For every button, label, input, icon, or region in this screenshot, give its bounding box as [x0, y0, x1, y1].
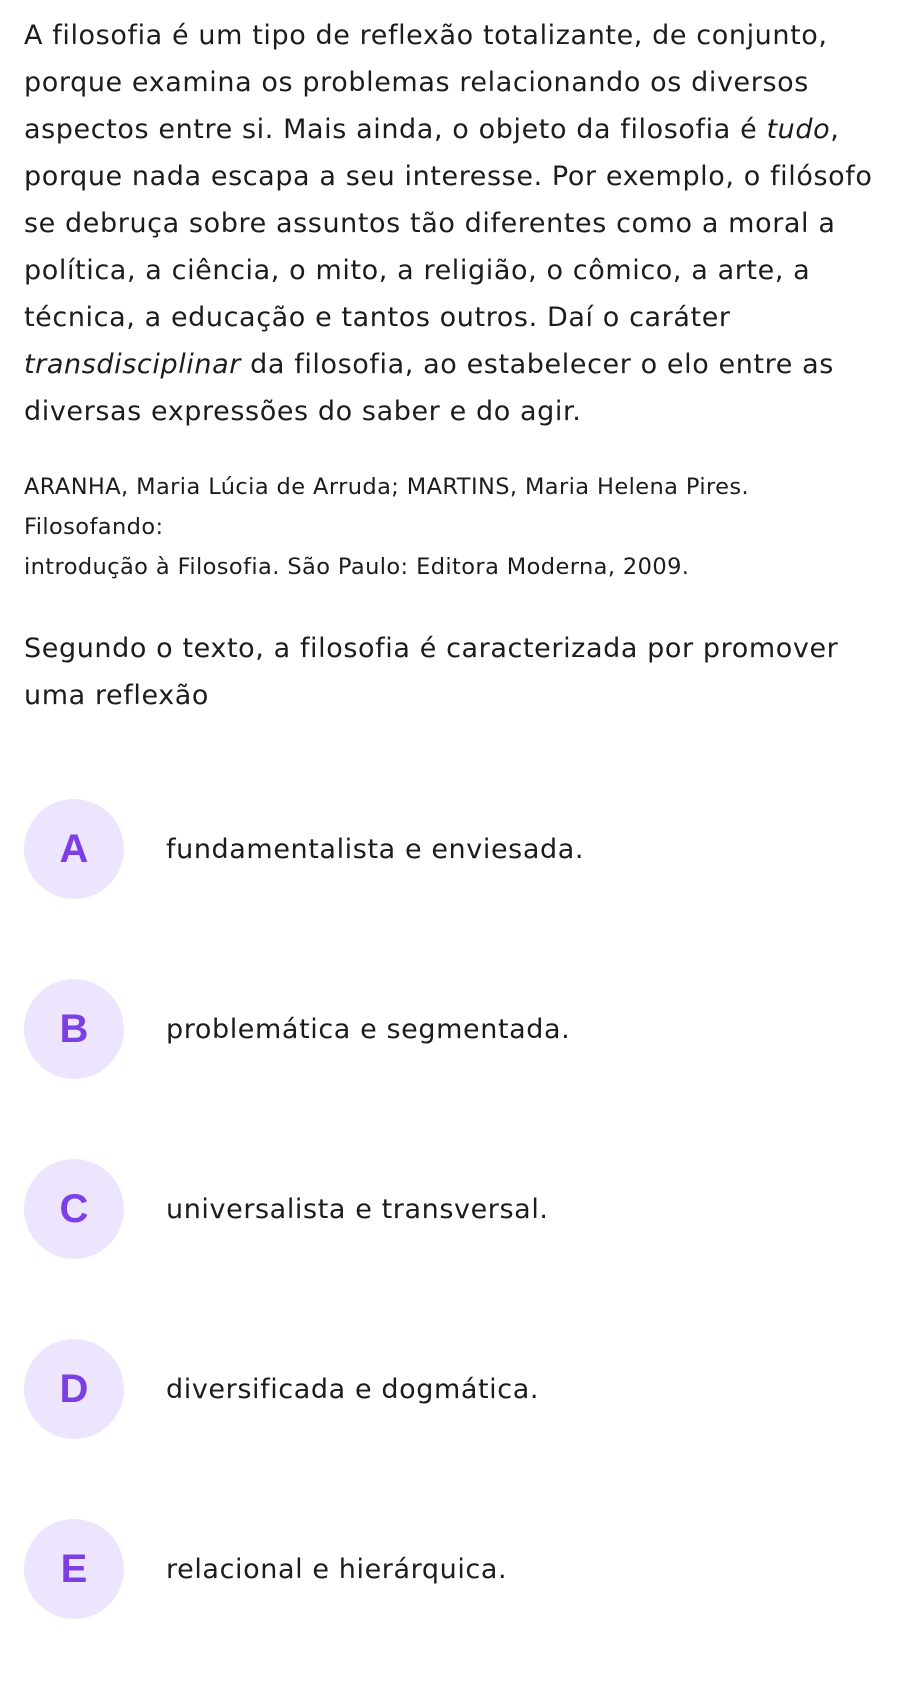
passage-emphasis-transdisciplinar: transdisciplinar: [24, 349, 241, 380]
reference-line-1: ARANHA, Maria Lúcia de Arruda; MARTINS, Maria Helena Pires.: [24, 474, 750, 500]
option-d[interactable]: [24, 1339, 904, 1439]
reference-line-2: Filosofando:: [24, 514, 164, 540]
option-text: relacional e hierárquica.: [166, 1553, 508, 1585]
option-a[interactable]: [24, 799, 904, 899]
option-text: diversificada e dogmática.: [166, 1373, 540, 1405]
option-text: fundamentalista e enviesada.: [166, 833, 585, 865]
bibliographic-reference: [24, 467, 904, 587]
answer-options: [24, 799, 904, 1619]
passage-part-2: , porque nada escapa a seu interesse. Por exemplo, o filósofo se debruça sobre assuntos tão diferentes como a moral a política, a ciência, o mito, a religião, o cômico, a arte, a técnica, a educação e tantos outros. Daí o caráter: [24, 114, 873, 333]
option-text: universalista e transversal.: [166, 1193, 549, 1225]
passage-emphasis-tudo: tudo: [766, 114, 831, 145]
reference-line-3: introdução à Filosofia. São Paulo: Editora Moderna, 2009.: [24, 554, 690, 580]
option-letter-badge: C: [24, 1159, 124, 1259]
passage-part-3: da filosofia, ao estabelecer o elo entre as diversas expressões do saber e do agir.: [24, 349, 834, 427]
option-e[interactable]: [24, 1519, 904, 1619]
option-letter-badge: A: [24, 799, 124, 899]
question-prompt: Segundo o texto, a filosofia é caracterizada por promover uma reflexão: [24, 633, 839, 711]
option-c[interactable]: [24, 1159, 904, 1259]
option-letter-badge: B: [24, 979, 124, 1079]
option-letter-badge: E: [24, 1519, 124, 1619]
passage-part-1: A filosofia é um tipo de reflexão totalizante, de conjunto, porque examina os problemas relacionando os diversos aspectos entre si. Mais ainda, o objeto da filosofia é: [24, 20, 828, 145]
option-text: problemática e segmentada.: [166, 1013, 571, 1045]
question-content: [24, 12, 904, 1619]
option-b[interactable]: [24, 979, 904, 1079]
option-letter-badge: D: [24, 1339, 124, 1439]
passage-text: [24, 12, 904, 435]
